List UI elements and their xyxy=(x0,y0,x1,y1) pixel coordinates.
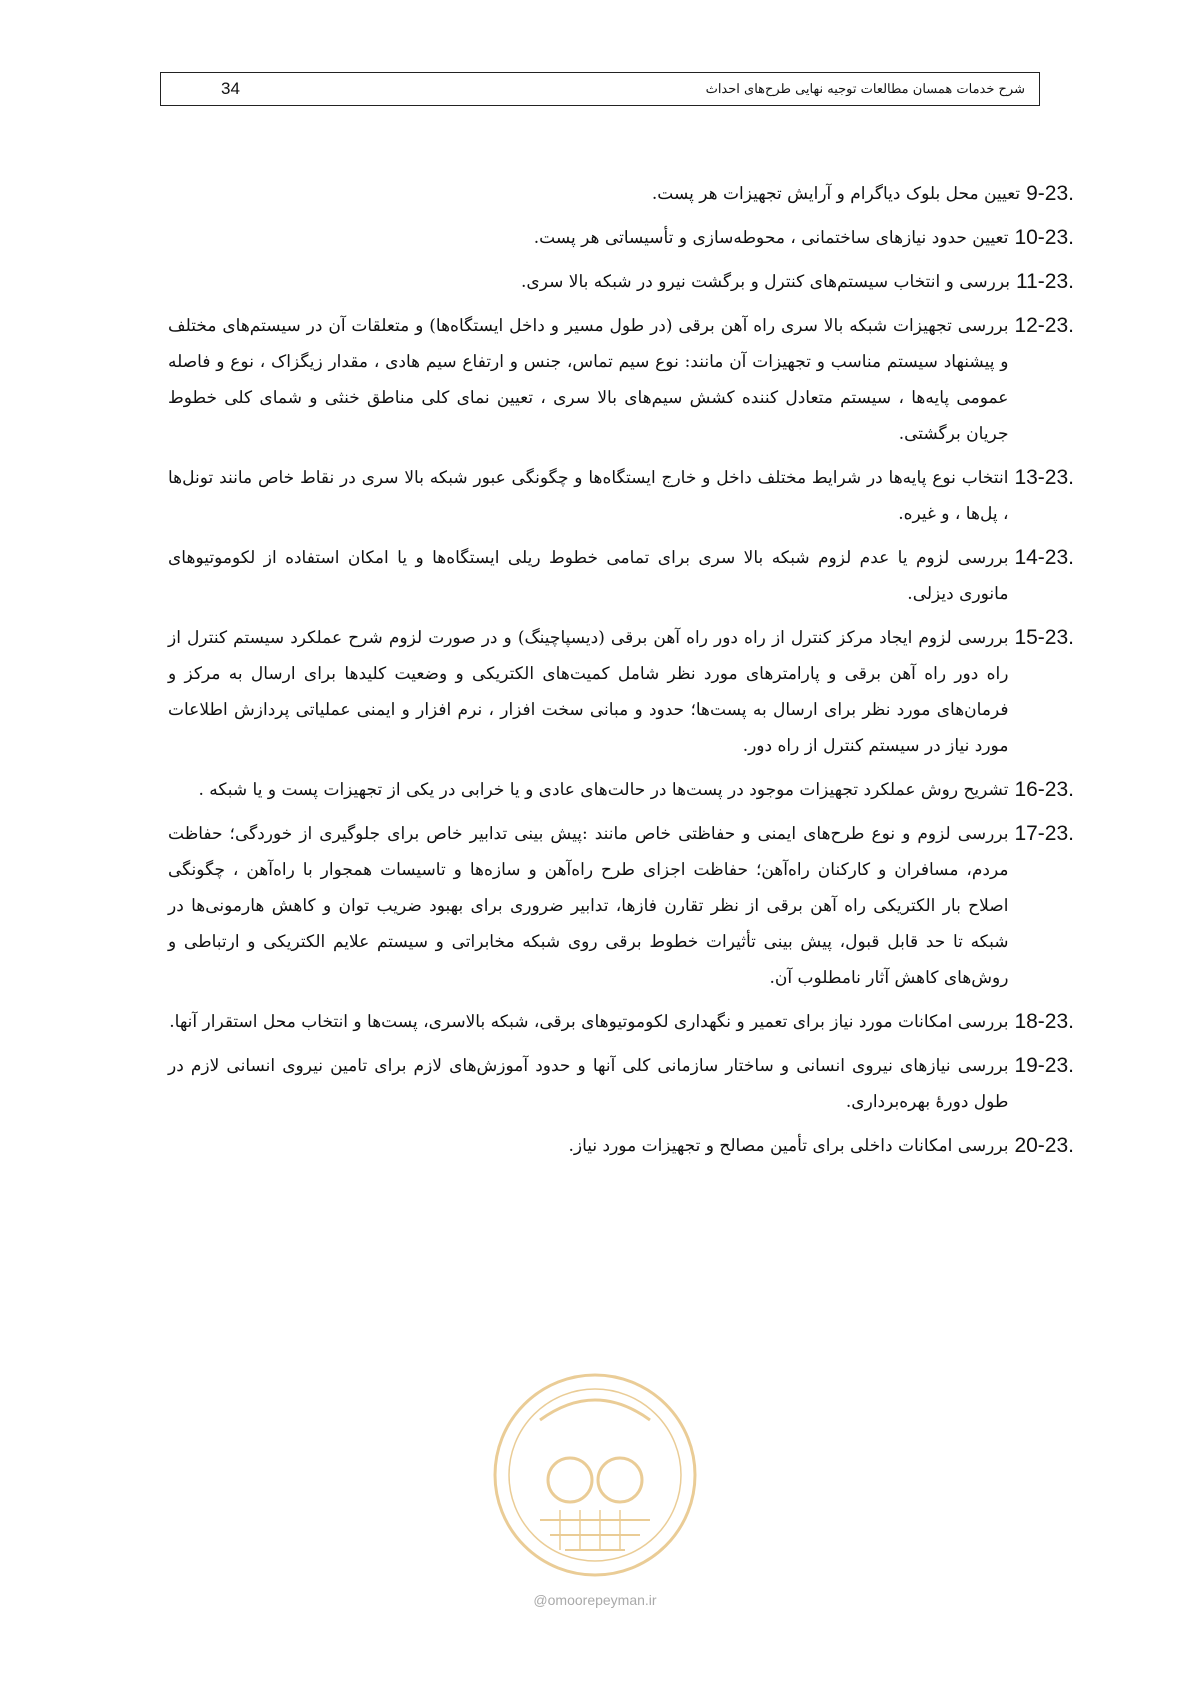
item-number: 13-23. xyxy=(1014,466,1074,489)
watermark-seal-icon xyxy=(470,1360,720,1590)
item-number: 15-23. xyxy=(1014,626,1074,649)
list-item xyxy=(168,816,1074,996)
item-number: 16-23. xyxy=(1014,778,1074,801)
item-text: تعیین حدود نیازهای ساختمانی ، محوطه‌سازی و تأسیساتی هر پست. xyxy=(533,228,1009,248)
list-item xyxy=(168,620,1074,764)
list-item xyxy=(168,1048,1074,1120)
watermark-url: @omoorepeyman.ir xyxy=(533,1592,657,1608)
page-header xyxy=(160,72,1040,106)
item-text: بررسی لزوم یا عدم لزوم شبکه بالا سری برای تمامی خطوط ریلی ایستگاه‌ها و یا امکان استفاده از لکوموتیوهای مانوری دیزلی. xyxy=(168,548,1009,604)
item-text: تعیین محل بلوک دیاگرام و آرایش تجهیزات هر پست. xyxy=(651,184,1021,204)
item-text: انتخاب نوع پایه‌ها در شرایط مختلف داخل و خارج ایستگاه‌ها و چگونگی عبور شبکه بالا سری در نقاط خاص مانند تونل‌ها ، پل‌ها ، و غیره. xyxy=(168,468,1009,524)
item-number: 18-23. xyxy=(1014,1010,1074,1033)
item-text: بررسی امکانات داخلی برای تأمین مصالح و تجهیزات مورد نیاز. xyxy=(568,1136,1009,1156)
item-text: بررسی لزوم ایجاد مرکز کنترل از راه دور راه آهن برقی (دیسپاچینگ) و در صورت لزوم شرح عملکرد سیستم کنترل از راه دور راه آهن برقی و پارامترهای مورد نظر شامل کمیت‌های الکتریکی و وضعیت کلیدها برای ارسال به مرکز و فرمان‌های مورد نظر برای ارسال به پست‌ها؛ حدود و مبانی سخت افزار ، نرم افزار و ایمنی عملیاتی پردازش اطلاعات مورد نیاز در سیستم کنترل از راه دور. xyxy=(168,628,1009,756)
item-text: بررسی نیازهای نیروی انسانی و ساختار سازمانی کلی آنها و حدود آموزش‌های لازم برای تامین نیروی انسانی لازم در طول دورهٔ بهره‌برداری. xyxy=(168,1056,1009,1112)
list-item xyxy=(168,220,1074,256)
item-number: 12-23. xyxy=(1014,314,1074,337)
item-number: 9-23. xyxy=(1026,182,1074,205)
list-item xyxy=(168,176,1074,212)
page-number: 34 xyxy=(221,79,240,98)
list-item xyxy=(168,264,1074,300)
item-number: 11-23. xyxy=(1016,270,1074,293)
document-body xyxy=(168,176,1074,1172)
header-title: شرح خدمات همسان مطالعات توجیه نهایی طرح‌های احداث xyxy=(705,81,1025,97)
item-text: تشریح روش عملکرد تجهیزات موجود در پست‌ها در حالت‌های عادی و یا خرابی در یکی از تجهیزات پست و یا شبکه . xyxy=(198,780,1009,800)
item-text: بررسی و انتخاب سیستم‌های کنترل و برگشت نیرو در شبکه بالا سری. xyxy=(521,272,1010,292)
item-number: 19-23. xyxy=(1014,1054,1074,1077)
item-number: 20-23. xyxy=(1014,1134,1074,1157)
list-item xyxy=(168,540,1074,612)
item-text: بررسی لزوم و نوع طرح‌های ایمنی و حفاظتی خاص مانند :پیش بینی تدابیر خاص برای جلوگیری از خوردگی؛ حفاظت مردم، مسافران و کارکنان راه‌آهن؛ حفاظت اجزای طرح راه‌آهن و سازه‌ها و تاسیسات همجوار با راه‌آهن ، چگونگی اصلاح بار الکتریکی راه آهن برقی از نظر تقارن فازها، تدابیر ضروری برای بهبود ضریب توان و کاهش هارمونی‌ها در شبکه تا حد قابل قبول، پیش بینی تأثیرات خطوط برقی روی شبکه مخابراتی و سیستم علایم الکتریکی و ارتباطی و روش‌های کاهش آثار نامطلوب آن. xyxy=(168,824,1009,988)
item-text: بررسی تجهیزات شبکه بالا سری راه آهن برقی (در طول مسیر و داخل ایستگاه‌ها) و متعلقات آن در سیستم‌های مختلف و پیشنهاد سیستم مناسب و تجهیزات آن مانند: نوع سیم تماس، جنس و ارتفاع سیم هادی ، مقدار زیگزاک ، نوع و فاصله عمومی پایه‌ها ، سیستم متعادل کننده کشش سیم‌های بالا سری ، تعیین نمای کلی مناطق خنثی و شمای کلی خطوط جریان برگشتی. xyxy=(168,316,1009,444)
item-number: 14-23. xyxy=(1014,546,1074,569)
list-item xyxy=(168,1128,1074,1164)
item-number: 10-23. xyxy=(1014,226,1074,249)
list-item xyxy=(168,772,1074,808)
list-item xyxy=(168,460,1074,532)
item-text: بررسی امکانات مورد نیاز برای تعمیر و نگهداری لکوموتیوهای برقی، شبکه بالاسری، پست‌ها و انتخاب محل استقرار آنها. xyxy=(169,1012,1009,1032)
list-item xyxy=(168,308,1074,452)
item-number: 17-23. xyxy=(1014,822,1074,845)
list-item xyxy=(168,1004,1074,1040)
